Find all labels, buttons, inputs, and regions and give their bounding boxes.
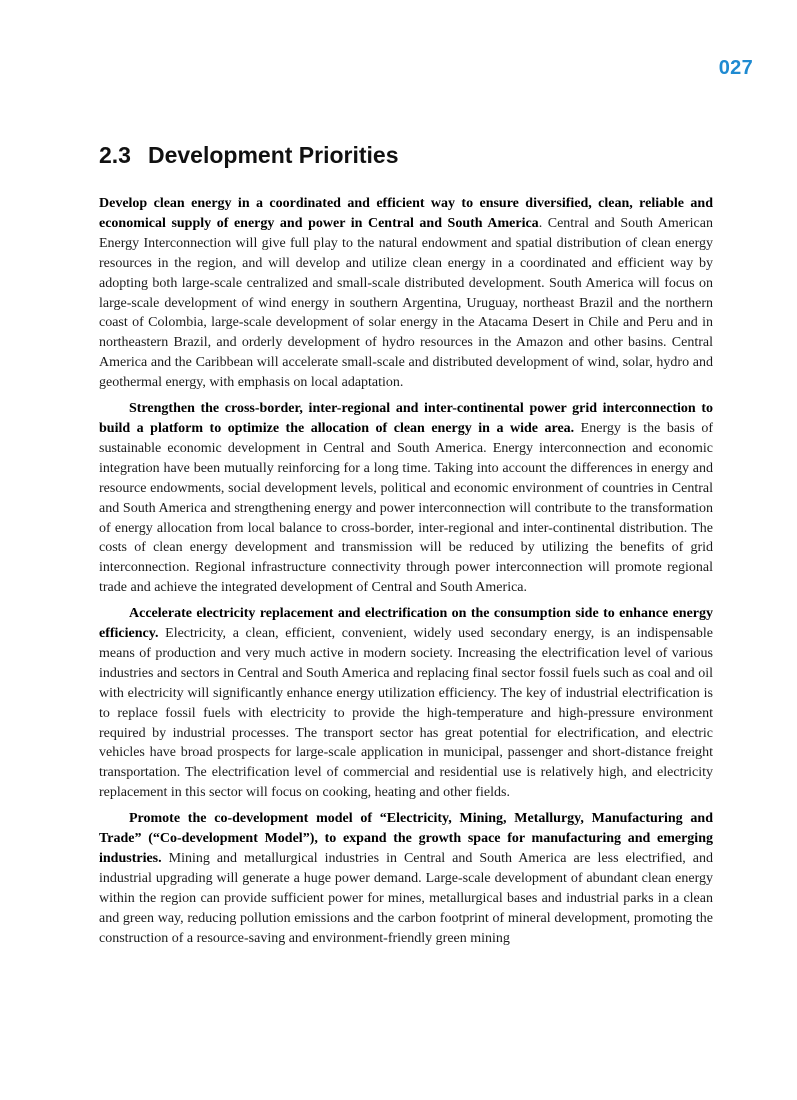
paragraph-lead: Develop clean energy in a coordinated and efficient way to ensure diversified, clean, reliable and economical supply of energy and power in Central and South America — [99, 196, 713, 231]
section-number: 2.3 — [99, 142, 131, 168]
section-heading — [99, 142, 399, 169]
paragraph-co-development — [99, 809, 713, 948]
paragraph-grid-interconnection — [99, 399, 713, 598]
body-text — [99, 194, 713, 955]
paragraph-lead: Promote the co-development model of “Electricity, Mining, Metallurgy, Manufacturing and Trade” (“Co-development Model”), to expand the growth space for manufacturing and emerging industries. — [99, 811, 713, 866]
paragraph-body: Electricity, a clean, efficient, convenient, widely used secondary energy, is an indispensable means of production and very much active in modern society. Increasing the electrification level of various industries and sectors in Central and South America and replacing final sector fossil fuels such as coal and oil with electricity will significantly enhance energy utilization efficiency. The key of industrial electrification is to replace fossil fuels with electricity to provide the high-temperature and high-pressure environment required by industrial processes. The transport sector has great potential for electrification, and electric vehicles have broad prospects for large-scale application in municipal, passenger and short-distance freight transportation. The electrification level of commercial and residential use is relatively high, and electricity replacement in this sector will focus on cooking, heating and other fields. — [99, 626, 713, 801]
page-number: 027 — [718, 57, 753, 79]
paragraph-lead: Strengthen the cross-border, inter-regional and inter-continental power grid interconnection to build a platform to optimize the allocation of clean energy in a wide area. — [99, 401, 713, 436]
paragraph-lead: Accelerate electricity replacement and electrification on the consumption side to enhance energy efficiency. — [99, 606, 713, 642]
paragraph-body: . Central and South American Energy Interconnection will give full play to the natural endowment and spatial distribution of clean energy resources in the region, and will develop and utilize clean energy in a coordinated and efficient way by adopting both large-scale centralized and small-scale distributed development. South America will focus on large-scale development of wind energy in southern Argentina, Uruguay, northeast Brazil and the northern coast of Colombia, large-scale development of solar energy in the Atacama Desert in Chile and Peru and in northeastern Brazil, and orderly development of hydro resources in the Amazon and other basins. Central America and the Caribbean will accelerate small-scale and distributed development of wind, solar, hydro and geothermal energy, with emphasis on local adaptation. — [99, 215, 713, 391]
paragraph-body: Mining and metallurgical industries in Central and South America are less electrified, and industrial upgrading will generate a huge power demand. Large-scale development of abundant clean energy within the region can provide sufficient power for mines, metallurgical bases and industrial parks in a clean and green way, reducing pollution emissions and the carbon footprint of mineral development, promoting the construction of a resource-saving and environment-friendly green mining — [99, 851, 713, 946]
paragraph-body: Energy is the basis of sustainable economic development in Central and South America. Energy interconnection and economic integration have been mutually reinforcing for a long time. Taking into account the differences in energy and resource endowments, social development levels, political and economic environment of countries in Central and South America and strengthening energy and power interconnection will contribute to the transformation of energy allocation from local balance to cross-border, inter-regional and inter-continental distribution. The costs of clean energy development and transmission will be reduced by utilizing the benefits of grid interconnection. Regional infrastructure connectivity through power interconnection will promote regional trade and achieve the integrated development of Central and South America. — [99, 420, 714, 596]
section-title: Development Priorities — [147, 142, 399, 168]
paragraph-clean-energy — [99, 194, 713, 393]
paragraph-electrification — [99, 604, 713, 803]
